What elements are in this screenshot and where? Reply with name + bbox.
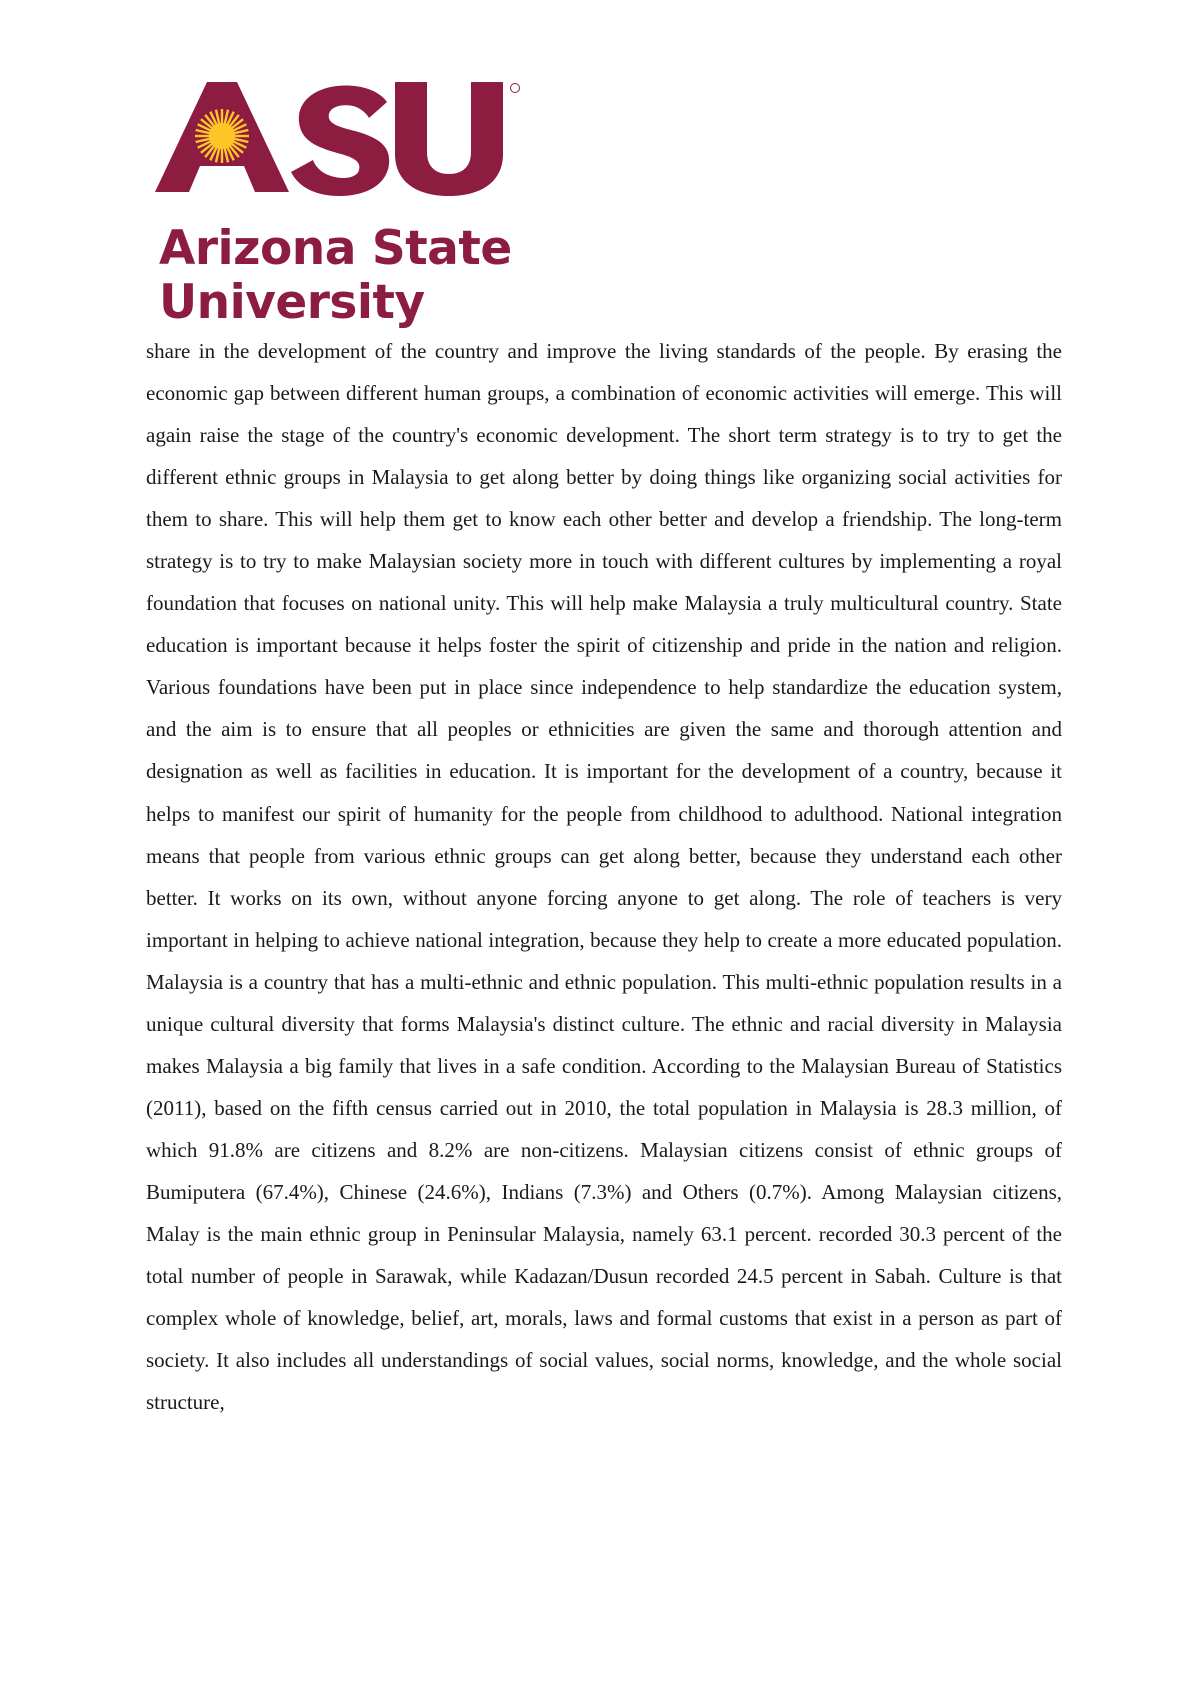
asu-sunburst-logo-icon [155, 82, 535, 202]
university-name-line1: Arizona State [159, 221, 512, 276]
university-name-line2: University [159, 275, 425, 330]
body-paragraph: share in the development of the country and improve the living standards of the people. By erasing the economic gap between different human groups, a combination of economic activities will emerge. This will again raise the stage of the country's economic development. The short term strategy is to try to get the different ethnic groups in Malaysia to get along better by doing things like organizing social activities for them to share. This will help them get to know each other better and develop a friendship. The long-term strategy is to try to make Malaysian society more in touch with different cultures by implementing a royal foundation that focuses on national unity. This will help make Malaysia a truly multicultural country. State education is important because it helps foster the spirit of citizenship and pride in the nation and religion. Various foundations have been put in place since independence to help standardize the education system, and the aim is to ensure that all peoples or ethnicities are given the same and thorough attention and designation as well as facilities in education. It is important for the development of a country, because it helps to manifest our spirit of humanity for the people from childhood to adulthood. National integration means that people from various ethnic groups can get along better, because they understand each other better. It works on its own, without anyone forcing anyone to get along. The role of teachers is very important in helping to achieve national integration, because they help to create a more educated population. Malaysia is a country that has a multi-ethnic and ethnic population. This multi-ethnic population results in a unique cultural diversity that forms Malaysia's distinct culture. The ethnic and racial diversity in Malaysia makes Malaysia a big family that lives in a safe condition. According to the Malaysian Bureau of Statistics (2011), based on the fifth census carried out in 2010, the total population in Malaysia is 28.3 million, of which 91.8% are citizens and 8.2% are non-citizens. Malaysian citizens consist of ethnic groups of Bumiputera (67.4%), Chinese (24.6%), Indians (7.3%) and Others (0.7%). Among Malaysian citizens, Malay is the main ethnic group in Peninsular Malaysia, namely 63.1 percent. recorded 30.3 percent of the total number of people in Sarawak, while Kadazan/Dusun recorded 24.5 percent in Sabah. Culture is that complex whole of knowledge, belief, art, morals, laws and formal customs that exist in a person as part of society. It also includes all understandings of social values, social norms, knowledge, and the whole social structure, [146, 339, 1062, 1415]
logo-letter-u [395, 82, 503, 196]
asu-logo [155, 82, 595, 330]
logo-sun-core [209, 123, 235, 149]
logo-letter-s [291, 86, 389, 196]
logo-registered-mark [511, 84, 520, 93]
university-name [159, 222, 512, 330]
